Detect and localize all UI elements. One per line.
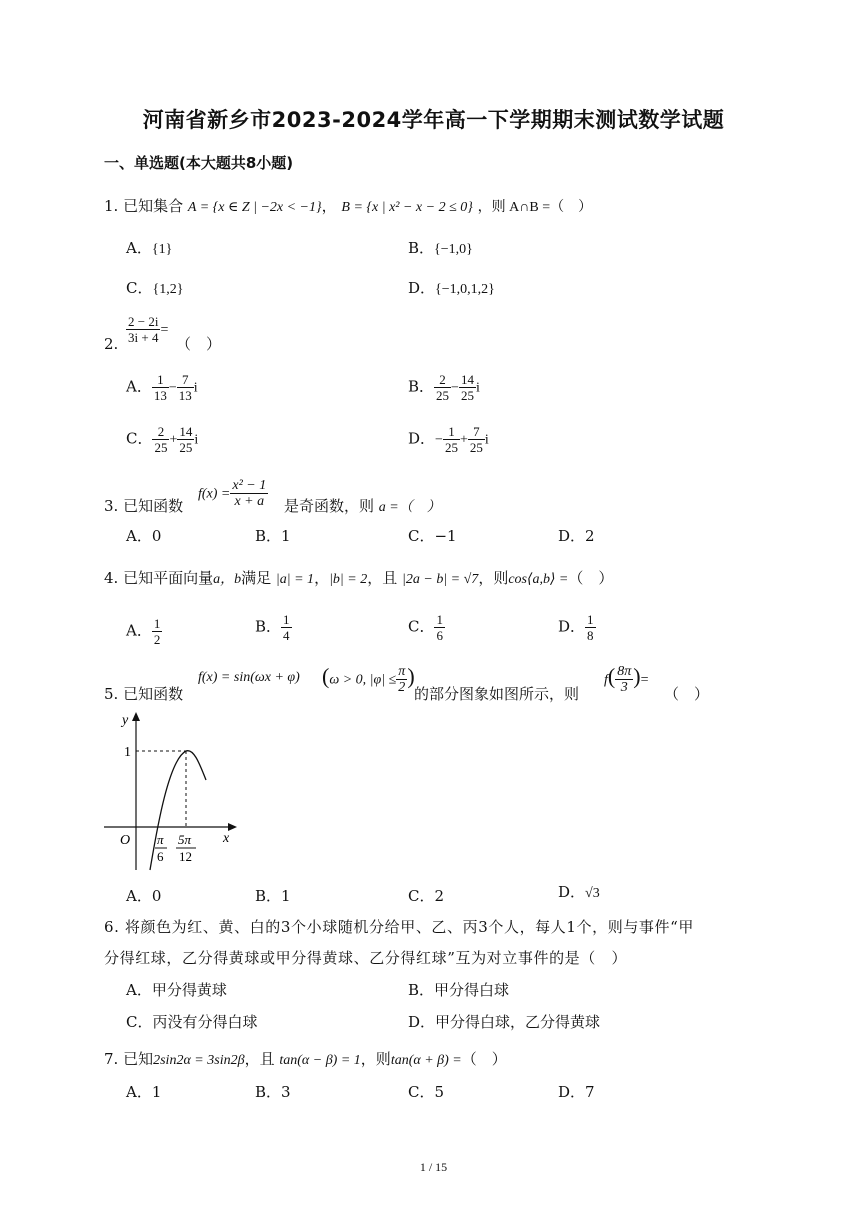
q5-option-d: D．√3 — [558, 883, 600, 901]
q7-option-d: D．7 — [558, 1083, 595, 1101]
question-6-line-2: 分得红球，乙分得黄球或甲分得黄球、乙分得红球”互为对立事件的是（ ） — [104, 949, 628, 967]
q3-option-b: B．1 — [255, 527, 291, 545]
tick-5pi-12-den: 12 — [179, 849, 192, 864]
q4-option-d: D． $\frac{1}{8}$ — [558, 612, 594, 643]
x-label: x — [223, 831, 230, 846]
tick-pi-6-den: 6 — [157, 849, 164, 864]
q1-option-d: D．{−1,0,1,2} — [408, 279, 495, 297]
set-b: B = {x | x² − x − 2 ≤ 0} — [341, 200, 473, 215]
q3-option-c: C．−1 — [408, 527, 457, 545]
question-6-line-1: 6. 将颜色为红、黄、白的3个小球随机分给甲、乙、丙3个人，每人1个，则与事件“甲 — [104, 918, 694, 936]
q5-option-c: C．2 — [408, 887, 445, 905]
page-title: 河南省新乡市2023-2024学年高一下学期期末测试数学试题 — [142, 108, 725, 132]
q1-option-b: B．{−1,0} — [408, 239, 473, 257]
q5-option-b: B．1 — [255, 887, 291, 905]
q1-option-a: A．{1} — [126, 239, 173, 257]
q2-option-a: A． $\frac{1}{13}$ − $\frac{7}{13}$ i — [126, 372, 198, 403]
page-number: 1 / 15 — [419, 1160, 448, 1174]
q1-option-c: C．{1,2} — [126, 279, 184, 297]
q4-option-b: B． $\frac{1}{4}$ — [255, 612, 290, 643]
tick-5pi-12-num: 5π — [178, 832, 192, 847]
q3-option-a: A．0 — [126, 527, 162, 545]
y-tick-1: 1 — [124, 745, 131, 760]
q6-option-c: C．丙没有分得白球 — [126, 1013, 258, 1031]
q4-option-a: A． $\frac{1}{2}$ — [126, 616, 161, 647]
x-axis-arrow — [228, 823, 237, 831]
origin-label: O — [120, 833, 131, 848]
question-1: 1. 已知集合 A = {x ∈ Z | −2x < −1}， B = {x | x² − x − 2 ≤ 0} ，则 A∩B =（ ） — [104, 197, 593, 215]
question-4: 4. 已知平面向量a，b满足 |a| = 1，|b| = 2，且 |2a − b| = √7，则cos⟨a,b⟩ =（ ） — [104, 569, 614, 587]
y-label: y — [122, 713, 129, 728]
q3-option-d: D．2 — [558, 527, 595, 545]
q4-option-c: C． $\frac{1}{6}$ — [408, 612, 443, 643]
section-heading: 一、单选题(本大题共8小题) — [104, 154, 294, 172]
q7-option-c: C．5 — [408, 1083, 445, 1101]
q2-option-b: B． $\frac{2}{25}$ − $\frac{14}{25}$ i — [408, 372, 480, 403]
q7-option-b: B．3 — [255, 1083, 291, 1101]
q7-option-a: A．1 — [126, 1083, 162, 1101]
y-axis-arrow — [132, 712, 140, 721]
q2-option-c: C． $\frac{2}{25}$ + $\frac{14}{25}$ i — [126, 424, 199, 455]
q6-option-a: A．甲分得黄球 — [126, 981, 227, 999]
question-7: 7. 已知2sin2α = 3sin2β，且 tan(α − β) = 1，则tan(α + β) =（ ） — [104, 1050, 507, 1068]
q6-option-b: B．甲分得白球 — [408, 981, 510, 999]
q2-option-d: D．− $\frac{1}{25}$ + $\frac{7}{25}$ i — [408, 424, 489, 455]
sine-graph-figure — [100, 710, 240, 875]
q5-option-a: A．0 — [126, 887, 162, 905]
set-a: A = {x ∈ Z | −2x < −1} — [187, 200, 322, 215]
q6-option-d: D．甲分得白球，乙分得黄球 — [408, 1013, 601, 1031]
tick-pi-6-num: π — [157, 832, 164, 847]
